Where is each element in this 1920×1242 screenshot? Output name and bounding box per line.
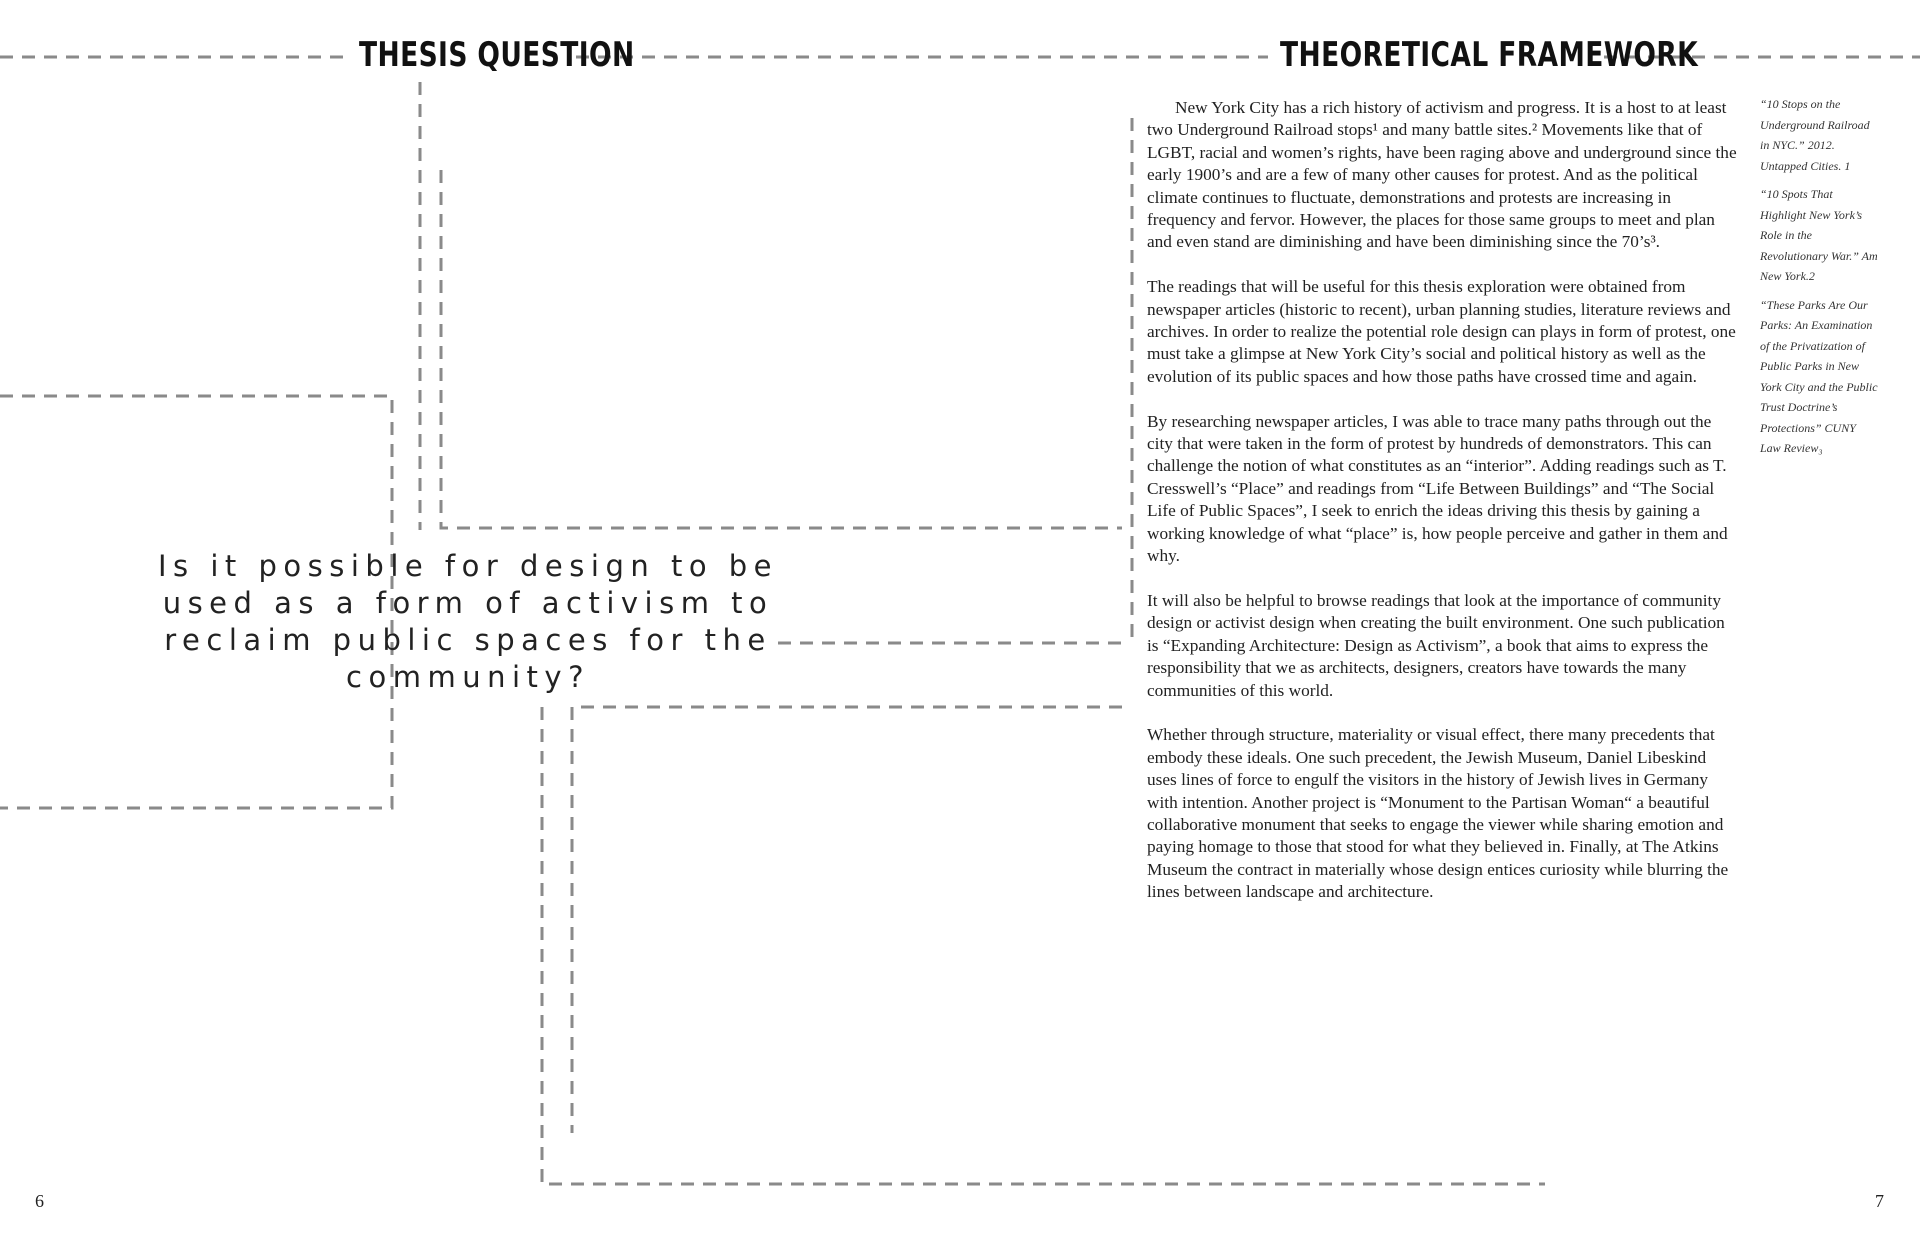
framework-body [1147,97,1739,926]
footnote-1: “10 Stops on the Underground Railroad in NYC.” 2012. Untapped Cities. 1 [1760,97,1870,173]
thesis-question-heading: THESIS QUESTION [359,35,635,75]
framework-paragraph-4: It will also be helpful to browse readings that look at the importance of community design or activist design when creating the built environment. One such publication is “Expanding Architecture: Design as Activism”, a book that aims to express the responsibility that we as architects, designers, creators have towards the many communities of this world. [1147,590,1725,700]
framework-paragraph-3: By researching newspaper articles, I was able to trace many paths through out the city that were taken in the form of protest by hundreds of demonstrators. This can challenge the notion of what constitutes as an “interior”. Adding readings such as T. Cresswell’s “Place” and readings from “Life Between Buildings” and “The Social Life of Public Spaces”, I seek to enrich the ideas driving this thesis by gaining a working knowledge of what “place” is, how people perceive and gather in them and why. [1147,411,1728,566]
footnote-2: “10 Spots That Highlight New York’s Role in the Revolutionary War.” Am New York.2 [1760,187,1878,283]
framework-paragraph-2: The readings that will be useful for this thesis exploration were obtained from newspaper articles (historic to recent), urban planning studies, literature reviews and archives. In order to realize the potential role design can plays in form of protest, one must take a glimpse at New York City’s social and political history as well as the evolution of its public spaces and how those paths have crossed time and again. [1147,277,1736,386]
footnotes-column [1760,94,1878,467]
footnote-3: “These Parks Are Our Parks: An Examination of the Privatization of Public Parks in New York City and the Public Trust Doctrine’s Protections” CUNY Law Review₃ [1760,297,1878,455]
thesis-question-text: Is it possible for design to be used as a form of activism to reclaim public spaces for the community? [157,549,779,694]
framework-paragraph-1: New York City has a rich history of activism and progress. It is a host to at least two Underground Railroad stops¹ and many battle sites.² Movements like that of LGBT, racial and women’s rights, have been raging above and underground since the early 1900’s and are a few of many other causes for protest. And as the political climate continues to fluctuate, demonstrations and protests are increasing in frequency and fervor. However, the places for those same groups to meet and plan and even stand are diminishing and have been diminishing since the 70’s³. [1147,98,1737,252]
page-number-right: 7 [1875,1191,1884,1211]
page-number-left: 6 [35,1191,44,1211]
theoretical-framework-heading: THEORETICAL FRAMEWORK [1280,35,1699,75]
framework-paragraph-5: Whether through structure, materiality or visual effect, there many precedents that embody these ideals. One such precedent, the Jewish Museum, Daniel Libeskind uses lines of force to engulf the visitors in the history of Jewish lives in Germany with intention. Another project is “Monument to the Partisan Woman“ a beautiful collaborative monument that seeks to engage the viewer while sharing emotion and paying homage to those that stood for what they believed in. Finally, at The Atkins Museum the contract in materially whose design entices curiosity while blurring the lines between landscape and architecture. [1147,725,1729,902]
